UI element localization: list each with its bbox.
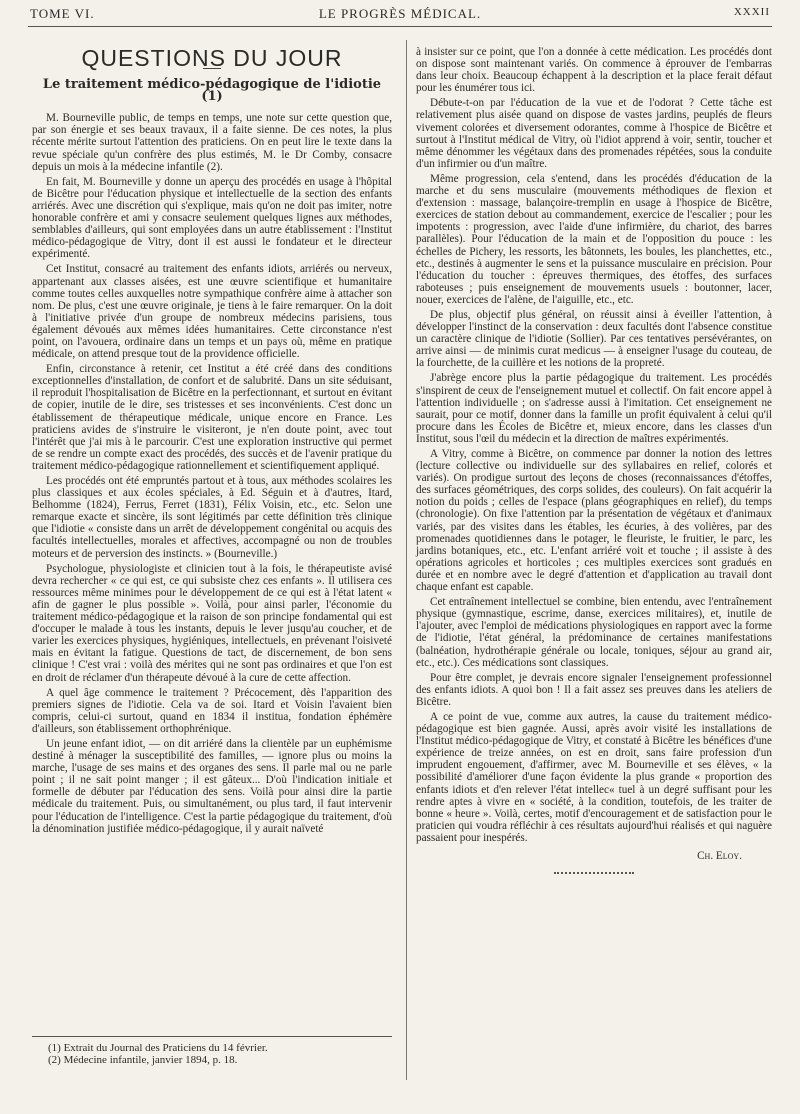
- paragraph: Débute-t-on par l'éducation de la vue et de l'odorat ? Cette tâche est relativement plus aisée quand on dispose de vastes jardins, peuplés de fleurs vivement colorées et diversement odorantes, comme à l'hospice de Bicêtre et surtout à l'Institut médical de Vitry, où l'idiot apprend à voir, sentir, toucher et même dénommer les végétaux dans des promenades répétées, sous la conduite d'un infirmier ou d'un maître.: [416, 97, 772, 170]
- footnote: (1) Extrait du Journal des Praticiens du 14 février.: [48, 1042, 268, 1054]
- left-column: [32, 45, 392, 838]
- paragraph: De plus, objectif plus général, on réussit ainsi à éveiller l'attention, à développer l'instinct de la conservation : deux facultés dont l'absence constitue un caractère clinique de l'idiotie (Sollier). Par ces tentatives persévérantes, on arrive ainsi — de minimis curat medicus — à enseigner l'usage du couteau, de la fourchette, de la cuillère et les notions de la propreté.: [416, 308, 772, 370]
- paragraph: M. Bourneville public, de temps en temps, une note sur cette question que, par son énergie et ses beaux travaux, il a faite sienne. De ces notes, la plus récente mérite surtout l'attention des praticiens. On en peut lire le texte dans la revue spéciale qu'un confrère des plus estimés, M. le Dr Comby, consacre depuis un mois à la médecine infantile (2).: [32, 112, 392, 173]
- paragraph: Les procédés ont été empruntés partout et à tous, aux méthodes scolaires les plus classiques et aux écoles spéciales, à Ed. Séguin et à d'autres, Itard, Belhomme (1824), Ferrus, Ferret (1831), Félix Voisin, etc., etc. Selon une remarque exacte et sincère, ils sont légitimés par cette définition très clinique que l'idiotie « consiste dans un arrêt de développement congénital ou acquis des facultés intellectuelles, morales et affectives, accompagné ou non de troubles moteurs et de perversion des instincts. » (Bourneville.): [32, 475, 392, 560]
- paragraph: Un jeune enfant idiot, — on dit arriéré dans la clientèle par un euphémisme destiné à ménager la susceptibilité des familles, — ignore plus ou moins la marche, l'usage de ses mains et des organes des sens. Il parle mal ou ne parle point ; il ne sait point manger ; il est gâteux... D'où l'indication initiale et formelle de débuter par l'éducation des sens. Voilà pour ainsi dire la partie médicale du traitement. Puis, ou simultanément, ou plus tard, il faut intervenir pour l'éducation de l'intelligence. C'est la partie pédagogique du traitement, d'où la dénomination justifiée médico-pédagogique, il y aurait naïveté: [32, 737, 392, 835]
- paragraph: Cet Institut, consacré au traitement des enfants idiots, arriérés ou nerveux, appartenant aux classes aisées, est une œuvre scientifique et humanitaire comme toutes celles auxquelles notre sympathique confrère aime à attacher son nom. De plus, c'est une œuvre originale, je tiens à le faire remarquer. On la doit à l'initiative privée d'un groupe de nombreux médecins parisiens, tous également dévoués aux mêmes idées humanitaires. Cette circonstance n'est point, on l'avouera, ordinaire dans un temps et un pays où, même en pratique médicale, on attend presque tout de la providence officielle.: [32, 263, 392, 361]
- paragraph: A quel âge commence le traitement ? Précocement, dès l'apparition des premiers signes de l'idiotie. Cela va de soi. Itard et Voisin l'avaient bien compris, celui-ci surtout, quand en 1834 il institua, fondation éphémère d'ailleurs, son établissement orthophrénique.: [32, 686, 392, 735]
- paragraph: A ce point de vue, comme aux autres, la cause du traitement médico-pédagogique est bien gagnée. Aussi, après avoir visité les installations de l'Institut médico-pédagogique de Vitry, et constaté à Bicêtre les bénéfices d'une expérience de treize années, on est en droit, sans faire profession d'un imprudent engouement, d'affirmer, avec M. Bourneville et ses élèves, « la possibilité d'améliorer d'une façon évidente la plus grande « proportion des enfants idiots et d'en relever l'état intellec« tuel à un degré suffisant pour les rendre aptes à vivre en « société, à la condition, toutefois, de les traiter de bonne « heure ». Voilà, certes, motif d'encouragement et de satisfaction pour le praticien qui voudra réfléchir à ces résultats aujourd'hui réalisés et qui naguère passaient pour inespérés.: [416, 710, 772, 844]
- header-rule: [28, 26, 772, 27]
- running-head: [30, 6, 770, 24]
- paragraph: Enfin, circonstance à retenir, cet Institut a été créé dans des conditions exceptionnelles d'installation, de confort et de salubrité. Dans un site séduisant, il reproduit l'hospitalisation de Bicêtre en la perfectionnant, et surtout en évitant de copier, inutile de le dire, ses tristesses et ses inconvénients. C'est donc un établissement de thérapeutique médicale, unique encore en France. Les praticiens avides de s'instruire le visiteront, je n'en doute point, avec tout l'intérêt que j'ai mis à le parcourir. C'est une exploration instructive qui permet de se rendre un compte exact des procédés, des succès et de l'avenir pratique du traitement médico-pédagogique rationnellement et scientifiquement appliqué.: [32, 363, 392, 472]
- volume-label: TOME VI.: [30, 6, 95, 21]
- paragraph: J'abrège encore plus la partie pédagogique du traitement. Les procédés s'inspirent de ceux de l'enseignement mutuel et collectif. On fait encore appel à l'attention individuelle ; on s'adresse aussi à l'imitation. Cet enseignement ne saurait, pour ce motif, donner dans la famille un profit équivalent à celui qu'il procure dans les Écoles de Bicêtre et, mieux encore, dans les classes d'un Institut, sous l'œil du médecin et la direction de maîtres expérimentés.: [416, 372, 772, 445]
- footnote-rule: [32, 1036, 392, 1037]
- journal-title: LE PROGRÈS MÉDICAL.: [318, 6, 482, 21]
- paragraph: A Vitry, comme à Bicêtre, on commence par donner la notion des lettres (lecture collective ou individuelle sur des syllabaires en relief, colorés et variés). On prodigue surtout des leçons de choses (reconnaissances d'étoffes, des surfaces géométriques, des corps solides, des couleurs). On fait acquérir la notion du poids ; celles de l'espace (plans géographiques en relief), du temps (chronologie). On fixe l'attention par la présentation de végétaux et d'animaux variés, par des visites dans les étables, les écuries, à des volières, par des promenades quotidiennes dans le potager, le fleuriste, le fruitier, le parc, les jardins botaniques, etc., etc. L'enfant arriéré voit et touche ; il assiste à des opérations agricoles et horticoles ; ces multiples exercices sont gradués en durée et en nombre avec le degré d'attention et d'application au travail dont chaque enfant est capable.: [416, 448, 772, 594]
- paragraph: Psychologue, physiologiste et clinicien tout à la fois, le thérapeutiste avisé devra rechercher « ce qui est, ce qui subsiste chez ces enfants ». Il utilisera ces ressources même minimes pour le développement de ce qui est à l'état latent « afin de gagner le plus possible ». Voilà, pour ainsi parler, l'économie du traitement médico-pédagogique et la raison de son principe fondamental qui est d'occuper le malade à tous les instants, depuis le lever jusqu'au coucher, et de varier les exercices physiques, hygiéniques, intellectuels, en prévenant l'oisiveté mais en évitant la fatigue. Questions de tact, de discernement, de bon sens clinique ! C'est vrai : voilà des mérites qui ne sont pas ordinaires et que l'on est en droit de réclamer d'un thérapeute dévoué à la cure de cette affection.: [32, 562, 392, 684]
- paragraph: En fait, M. Bourneville y donne un aperçu des procédés en usage à l'hôpital de Bicêtre pour l'éducation physique et intellectuelle de la section des enfants arriérés. Avec une discrétion qui s'explique, mais qu'on ne doit pas imiter, notre honorable confrère et ami y consacre seulement quelques lignes aux méthodes, semblables d'ailleurs, qui sont employées dans un autre établissement : l'Institut médico-pédagogique de Vitry, dont il est aussi le fondateur et le directeur expérimenté.: [32, 175, 392, 261]
- end-ornament: [554, 872, 634, 874]
- paragraph: Même progression, cela s'entend, dans les procédés d'éducation de la marche et du sens musculaire (mouvements méthodiques de flexion et d'extension : massage, balançoire-tremplin en usage à l'hospice de Bicêtre, exercices de station debout au commandement, exercice de l'escalier ; pour les impotents : progression, avec l'aide d'une infirmière, du chariot, des barres parallèles). Pour l'éducation de la main et de l'opposition du pouce : les échelles de Pichery, les ressorts, les bâtonnets, les boules, les planchettes, etc., etc., destinés à augmenter le sens et la puissance musculaire en précision. Pour l'éducation du toucher : épreuves thermiques, des étoffes, des surfaces raboteuses ; puis enseignement de mouvements usuels : boutonner, lacer, nouer, exercices de l'alène, de l'aiguille, etc., etc.: [416, 172, 772, 306]
- paragraph: Pour être complet, je devrais encore signaler l'enseignement professionnel des enfants idiots. A quoi bon ! Il a fait assez ses preuves dans les ateliers de Bicêtre.: [416, 671, 772, 708]
- right-column: [416, 46, 772, 874]
- author-signature: Ch. Eloy.: [697, 850, 742, 862]
- article-title: Le traitement médico-pédagogique de l'idiotie (1): [42, 77, 382, 105]
- footnote: (2) Médecine infantile, janvier 1894, p. 18.: [48, 1054, 238, 1066]
- section-title: QUESTIONS DU JOUR: [81, 45, 343, 71]
- column-divider: [406, 40, 407, 1080]
- paragraph: Cet entraînement intellectuel se combine, bien entendu, avec l'entraînement physique (gymnastique, escrime, danse, exercices militaires), et, inutile de l'ajouter, avec l'emploi de médications physiologiques en rapport avec la forme de l'idiotie, l'état général, la prédominance de certaines manifestations (balnéation, hydrothérapie générale ou locale, toniques, séjour au grand air, etc., etc.). Ces médications sont classiques.: [416, 596, 772, 669]
- page-number: XXXII: [733, 6, 770, 18]
- footnotes: [48, 1042, 388, 1066]
- paragraph: à insister sur ce point, que l'on a donnée à cette médication. Les procédés dont on dispose sont maintenant variés. On commence à éprouver de l'embarras dans leur choix. Beaucoup échappent à la description et la place ferait défaut pour les énumérer tous ici.: [416, 46, 772, 95]
